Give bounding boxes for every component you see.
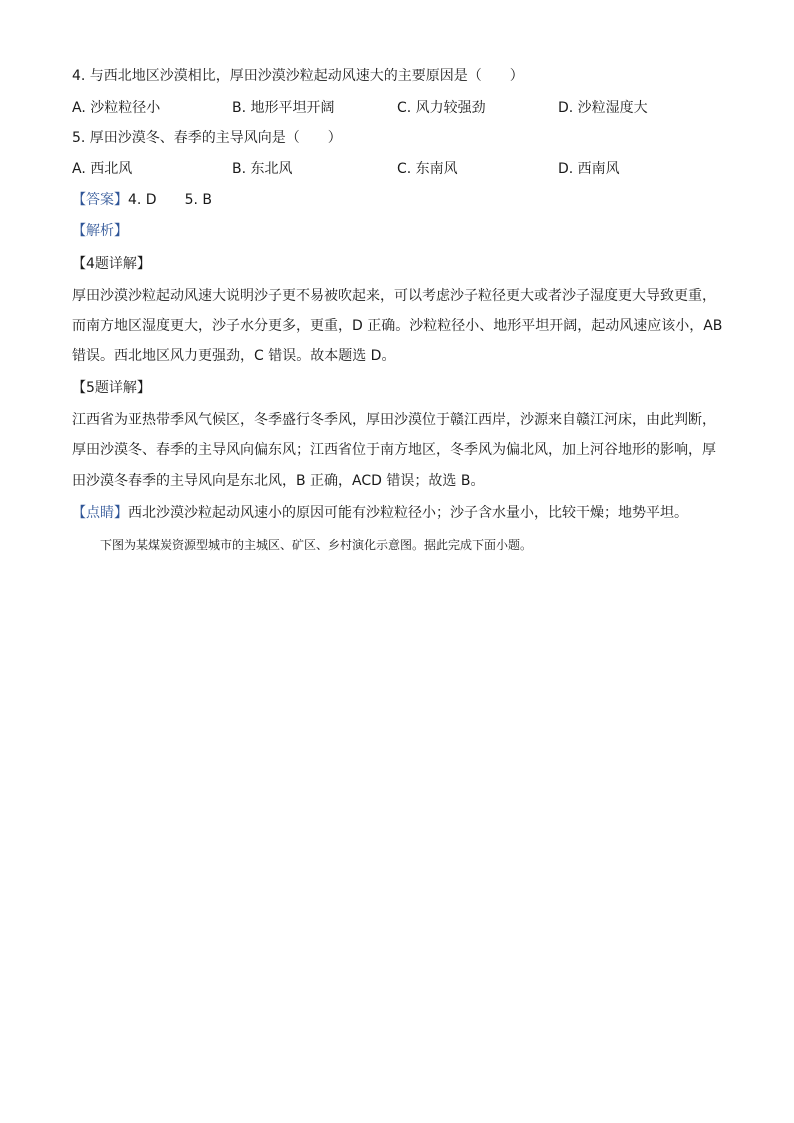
question-5-option-d: D. 西南风 — [558, 161, 620, 177]
question-5-option-b: B. 东北风 — [232, 161, 293, 177]
comment-line — [72, 503, 688, 523]
detail-5-line-2: 厚田沙漠冬、春季的主导风向偏东风；江西省位于南方地区，冬季风为偏北风，加上河谷地形的影响，厚 — [72, 442, 716, 458]
detail-5-heading: 【5题详解】 — [72, 380, 151, 396]
detail-4-line-3: 错误。西北地区风力更强劲，C 错误。故本题选 D。 — [72, 348, 396, 364]
question-5-stem: 5. 厚田沙漠冬、春季的主导风向是（ ） — [72, 130, 342, 146]
detail-5-line-1: 江西省为亚热带季风气候区，冬季盛行冬季风，厚田沙漠位于赣江西岸，沙源来自赣江河床，由此判断， — [72, 412, 716, 428]
comment-label: 【点睛】 — [72, 505, 128, 521]
answer-text: 4. D 5. B — [128, 192, 212, 208]
question-4-stem: 4. 与西北地区沙漠相比，厚田沙漠沙粒起动风速大的主要原因是（ ） — [72, 68, 524, 84]
question-4-option-c: C. 风力较强劲 — [397, 100, 486, 116]
question-4-option-d: D. 沙粒湿度大 — [558, 100, 648, 116]
next-question-intro: 下图为某煤炭资源型城市的主城区、矿区、乡村演化示意图。据此完成下面小题。 — [100, 538, 533, 552]
answer-line — [72, 190, 212, 210]
question-4-option-b: B. 地形平坦开阔 — [232, 100, 335, 116]
detail-4-line-1: 厚田沙漠沙粒起动风速大说明沙子更不易被吹起来，可以考虑沙子粒径更大或者沙子湿度更大导致更重， — [72, 288, 716, 304]
detail-4-line-2: 而南方地区湿度更大，沙子水分更多，更重，D 正确。沙粒粒径小、地形平坦开阔，起动风速应该小，AB — [72, 318, 723, 334]
question-5-option-a: A. 西北风 — [72, 161, 133, 177]
comment-text: 西北沙漠沙粒起动风速小的原因可能有沙粒粒径小；沙子含水量小，比较干燥；地势平坦。 — [128, 505, 688, 521]
question-4-option-a: A. 沙粒粒径小 — [72, 100, 161, 116]
question-5-option-c: C. 东南风 — [397, 161, 458, 177]
detail-5-line-3: 田沙漠冬春季的主导风向是东北风，B 正确，ACD 错误；故选 B。 — [72, 473, 485, 489]
analysis-label: 【解析】 — [72, 223, 128, 239]
detail-4-heading: 【4题详解】 — [72, 256, 151, 272]
answer-label: 【答案】 — [72, 192, 128, 208]
